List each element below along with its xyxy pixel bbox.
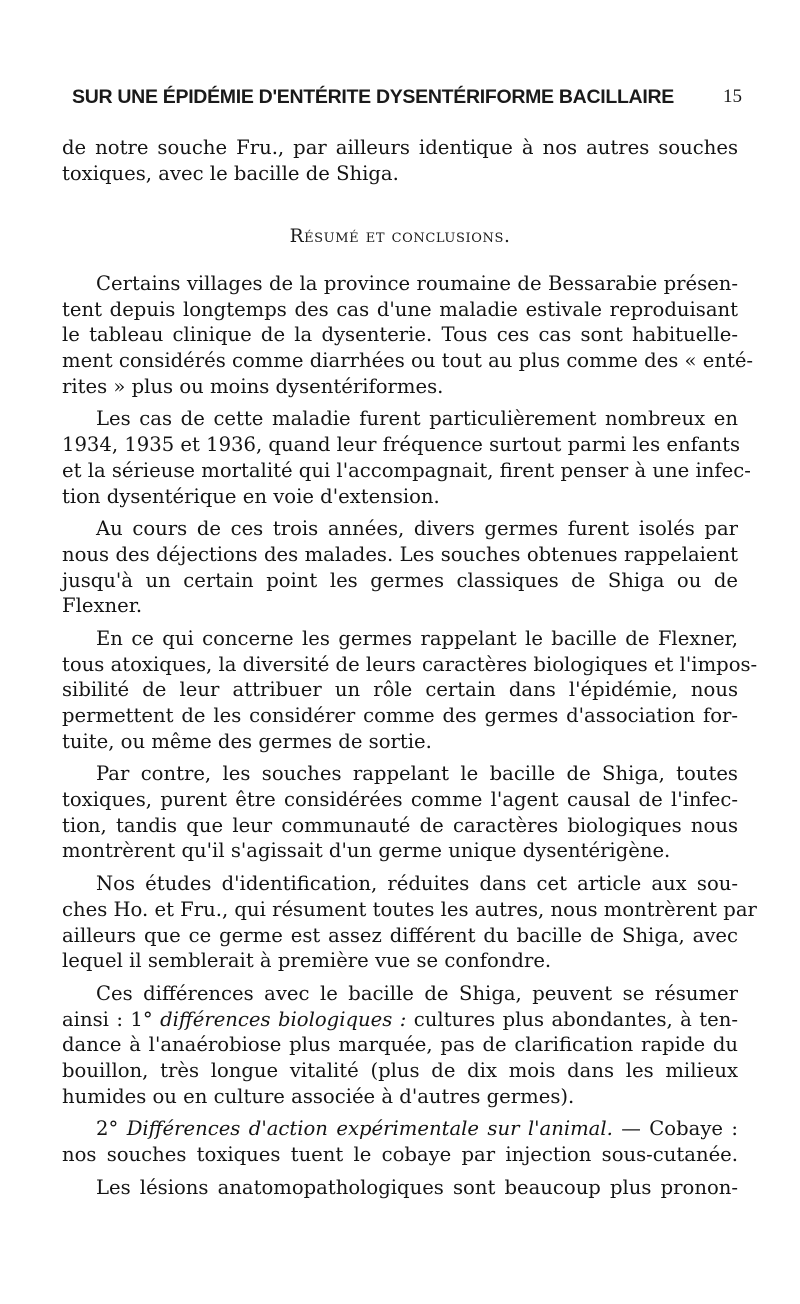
text-line: et la sérieuse mortalité qui l'accompagnait, firent penser à une infec- [62,458,751,482]
text-line: dance à l'anaérobiose plus marquée, pas de clarification rapide du [62,1033,738,1057]
text-line: rites » plus ou moins dysentériformes. [62,374,444,398]
text-line: Les lésions anatomopathologiques sont beaucoup plus pronon- [96,1175,738,1199]
text-line: ailleurs que ce germe est assez différent du bacille de Shiga, avec [62,923,738,947]
text-line: tion, tandis que leur communauté de caractères biologiques nous [62,813,738,837]
text-line: tent depuis longtemps des cas d'une maladie estivale reproduisant [62,297,738,321]
text-run: — Cobaye : [612,1117,739,1141]
text-line: le tableau clinique de la dysenterie. Tous ces cas sont habituelle- [62,323,738,347]
text-line: ches Ho. et Fru., qui résument toutes les autres, nous montrèrent par [62,897,757,921]
text-line: tous atoxiques, la diversité de leurs caractères biologiques et l'impos- [62,652,758,676]
text-line: humides ou en culture associée à d'autres germes). [62,1084,575,1108]
text-run: cultures plus abondantes, à ten- [406,1007,738,1031]
paragraph [62,1116,738,1167]
text-line: 1934, 1935 et 1936, quand leur fréquence surtout parmi les enfants [62,433,741,457]
text-line: tuite, ou même des germes de sortie. [62,729,432,753]
italic-run: différences biologiques : [160,1007,407,1031]
paragraph [62,871,757,974]
paragraph [62,626,758,754]
text-line: nous des déjections des malades. Les souches obtenues rappelaient [62,542,738,566]
paragraph [62,1175,738,1201]
paragraph [62,761,738,864]
text-line: Certains villages de la province roumaine de Bessarabie présen- [96,272,738,295]
text-line: sibilité de leur attribuer un rôle certain dans l'épidémie, nous [62,678,738,702]
text-line: Au cours de ces trois années, divers germes furent isolés par [96,517,738,541]
text-line-mixed [62,1116,738,1142]
paragraph [62,516,738,619]
paragraph [62,271,754,399]
intro-paragraph [62,135,738,186]
text-line: montrèrent qu'il s'agissait d'un germe unique dysentérigène. [62,839,671,863]
section-heading: Résumé et conclusions. [289,226,511,247]
text-line: tion dysentérique en voie d'extension. [62,484,440,508]
summary-body [62,271,758,1200]
page-number: 15 [723,86,742,107]
text-line: permettent de les considérer comme des germes d'association for- [62,704,738,727]
text-line: lequel il semblerait à première vue se confondre. [62,949,552,973]
text-line: Par contre, les souches rappelant le bacille de Shiga, toutes [96,762,738,786]
paragraph [62,406,751,509]
text-run: 2° [96,1117,127,1141]
text-line: ment considérés comme diarrhées ou tout au plus comme des « enté- [62,349,754,373]
text-line: Les cas de cette maladie furent particulièrement nombreux en [96,407,738,431]
text-line: En ce qui concerne les germes rappelant le bacille de Flexner, [96,626,738,650]
text-line: bouillon, très longue vitalité (plus de dix mois dans les milieux [62,1058,738,1082]
text-line: Nos études d'identification, réduites dans cet article aux sou- [96,872,738,896]
text-run: ainsi : 1° [62,1007,161,1031]
running-title: SUR UNE ÉPIDÉMIE D'ENTÉRITE DYSENTÉRIFORME BACILLAIRE [72,86,674,108]
text-line: nos souches toxiques tuent le cobaye par injection sous-cutanée. [62,1143,738,1166]
italic-run: Différences d'action expérimentale sur l'animal. [126,1117,613,1141]
text-line-mixed [62,1007,738,1033]
running-head [72,86,742,112]
paragraph [62,981,738,1109]
text-line: toxiques, purent être considérées comme l'agent causal de l'infec- [62,788,738,812]
text-line: de notre souche Fru., par ailleurs identique à nos autres souches [62,136,738,159]
text-line: Ces différences avec le bacille de Shiga, peuvent se résumer [96,981,738,1005]
text-line: jusqu'à un certain point les germes classiques de Shiga ou de [62,568,738,592]
text-line: Flexner. [62,594,143,618]
text-line: toxiques, avec le bacille de Shiga. [62,161,399,185]
